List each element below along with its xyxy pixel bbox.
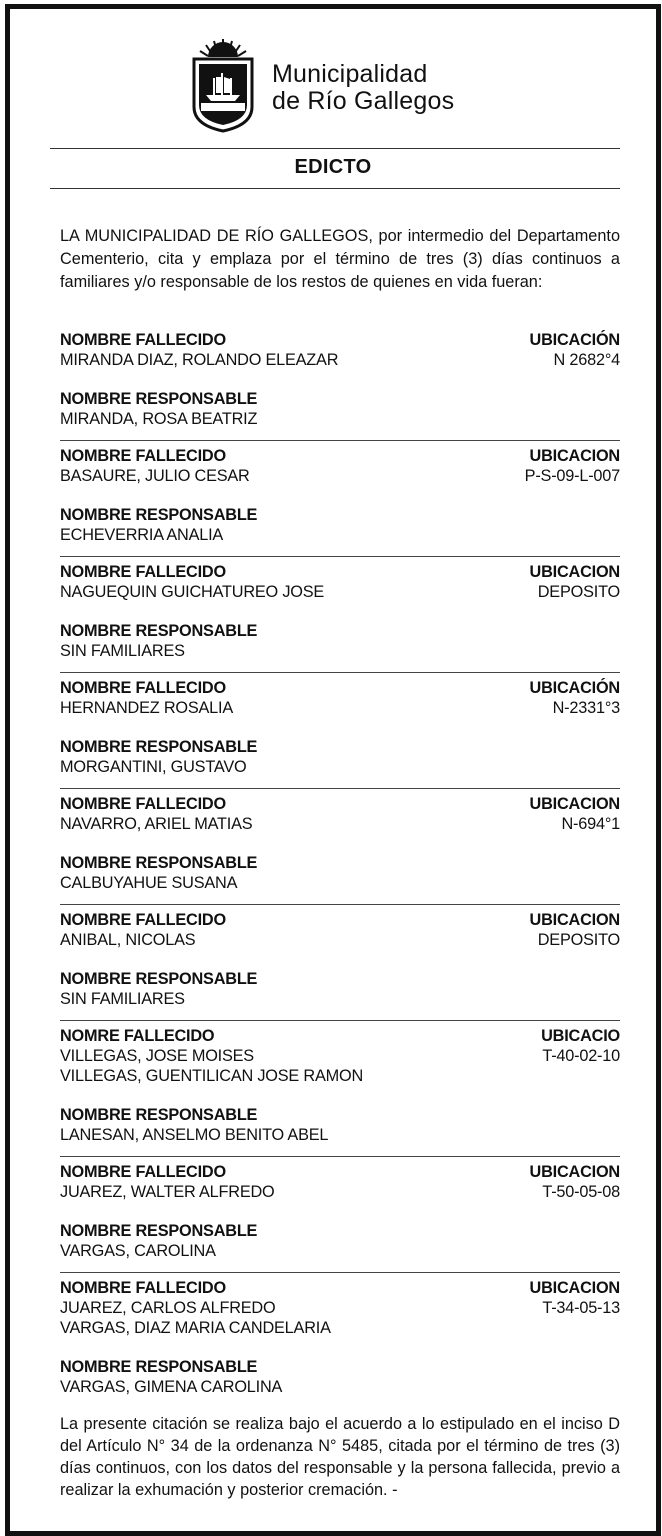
location-column bbox=[530, 1279, 620, 1318]
location-column bbox=[530, 911, 620, 950]
location-value: P-S-09-L-007 bbox=[524, 467, 620, 485]
responsible-name: MORGANTINI, GUSTAVO bbox=[60, 758, 247, 776]
responsible-block bbox=[60, 1106, 328, 1145]
responsible-name: MIRANDA, ROSA BEATRIZ bbox=[60, 410, 258, 428]
entry-block bbox=[60, 795, 620, 911]
deceased-name: MIRANDA DIAZ, ROLANDO ELEAZAR bbox=[60, 351, 339, 369]
location-label: UBICACION bbox=[529, 563, 620, 581]
location-value: DEPOSITO bbox=[537, 583, 620, 601]
responsible-block bbox=[60, 970, 257, 1009]
responsible-name: ECHEVERRIA ANALIA bbox=[60, 526, 224, 544]
entry-block bbox=[60, 331, 620, 447]
location-label: UBICACIO bbox=[541, 1027, 620, 1045]
intro-paragraph: LA MUNICIPALIDAD DE RÍO GALLEGOS, por intermedio del Departamento Cementerio, cita y emplaza por el término de tres (3) días continuos a familiares y/o responsable de los restos de quienes en vida fueran: bbox=[60, 227, 620, 291]
entry-top-row bbox=[60, 1027, 620, 1086]
deceased-name: BASAURE, JULIO CESAR bbox=[60, 467, 250, 485]
location-column bbox=[541, 1027, 620, 1066]
entry-top-row bbox=[60, 331, 620, 370]
responsible-label: NOMBRE RESPONSABLE bbox=[60, 738, 258, 756]
deceased-label: NOMBRE FALLECIDO bbox=[60, 911, 226, 929]
entries-list bbox=[60, 331, 620, 1415]
entry-top-row bbox=[60, 795, 620, 834]
title-rule-bottom bbox=[50, 188, 620, 189]
deceased-label: NOMBRE FALLECIDO bbox=[60, 563, 226, 581]
location-value: DEPOSITO bbox=[537, 931, 620, 949]
responsible-name: CALBUYAHUE SUSANA bbox=[60, 874, 238, 892]
org-line-1: Municipalidad bbox=[272, 60, 428, 88]
deceased-label: NOMRE FALLECIDO bbox=[60, 1027, 215, 1045]
deceased-column bbox=[60, 795, 252, 834]
responsible-name: LANESAN, ANSELMO BENITO ABEL bbox=[60, 1126, 329, 1144]
location-column bbox=[530, 331, 620, 370]
deceased-name: ANIBAL, NICOLAS bbox=[60, 931, 196, 949]
deceased-label: NOMBRE FALLECIDO bbox=[60, 679, 226, 697]
responsible-block bbox=[60, 738, 257, 777]
municipal-shield-logo bbox=[188, 37, 258, 133]
location-label: UBICACION bbox=[529, 795, 620, 813]
location-column bbox=[525, 447, 620, 486]
location-label: UBICACION bbox=[529, 1279, 620, 1297]
deceased-label: NOMBRE FALLECIDO bbox=[60, 1279, 226, 1297]
entry-divider bbox=[60, 788, 620, 789]
location-label: UBICACION bbox=[529, 1163, 620, 1181]
responsible-label: NOMBRE RESPONSABLE bbox=[60, 854, 258, 872]
deceased-column bbox=[60, 1279, 331, 1338]
location-label: UBICACION bbox=[529, 911, 620, 929]
responsible-label: NOMBRE RESPONSABLE bbox=[60, 622, 258, 640]
responsible-block bbox=[60, 390, 257, 429]
deceased-column bbox=[60, 1027, 363, 1086]
deceased-column bbox=[60, 1163, 275, 1202]
deceased-name: NAGUEQUIN GUICHATUREO JOSE bbox=[60, 583, 325, 601]
closing-paragraph: La presente citación se realiza bajo el acuerdo a lo estipulado en el inciso D del Artículo N° 34 de la ordenanza N° 5485, citada por el término de tres (3) días continuos, con los datos del responsable y la persona fallecida, previo a realizar la exhumación y posterior cremación. - bbox=[60, 1415, 620, 1499]
responsible-label: NOMBRE RESPONSABLE bbox=[60, 1358, 258, 1376]
org-line-2: de Río Gallegos bbox=[272, 87, 455, 115]
responsible-block bbox=[60, 1222, 257, 1261]
title-rule-top bbox=[50, 148, 620, 149]
responsible-label: NOMBRE RESPONSABLE bbox=[60, 390, 258, 408]
organization-name bbox=[272, 61, 454, 115]
deceased-name: HERNANDEZ ROSALIA bbox=[60, 699, 234, 717]
responsible-block bbox=[60, 854, 257, 893]
entry-top-row bbox=[60, 447, 620, 486]
entry-divider bbox=[60, 1272, 620, 1273]
location-column bbox=[530, 563, 620, 602]
entry-top-row bbox=[60, 911, 620, 950]
location-value: N-2331°3 bbox=[552, 699, 620, 717]
location-column bbox=[530, 679, 620, 718]
responsible-name: SIN FAMILIARES bbox=[60, 990, 185, 1008]
deceased-name: NAVARRO, ARIEL MATIAS bbox=[60, 815, 253, 833]
entry-top-row bbox=[60, 563, 620, 602]
location-value: T-50-05-08 bbox=[542, 1183, 620, 1201]
entry-divider bbox=[60, 1020, 620, 1021]
location-column bbox=[530, 795, 620, 834]
responsible-name: VARGAS, GIMENA CAROLINA bbox=[60, 1378, 283, 1396]
entry-divider bbox=[60, 904, 620, 905]
entry-block bbox=[60, 563, 620, 679]
responsible-block bbox=[60, 1358, 282, 1397]
location-value: N 2682°4 bbox=[553, 351, 620, 369]
deceased-label: NOMBRE FALLECIDO bbox=[60, 1163, 226, 1181]
entry-block bbox=[60, 1163, 620, 1279]
responsible-block bbox=[60, 622, 257, 661]
entry-top-row bbox=[60, 679, 620, 718]
entry-divider bbox=[60, 672, 620, 673]
entry-block bbox=[60, 911, 620, 1027]
deceased-column bbox=[60, 447, 250, 486]
deceased-name: VARGAS, DIAZ MARIA CANDELARIA bbox=[60, 1319, 331, 1337]
deceased-label: NOMBRE FALLECIDO bbox=[60, 447, 226, 465]
edict-frame bbox=[5, 4, 661, 1536]
entry-block bbox=[60, 447, 620, 563]
location-column bbox=[530, 1163, 620, 1202]
entry-divider bbox=[60, 556, 620, 557]
header bbox=[10, 9, 656, 149]
deceased-label: NOMBRE FALLECIDO bbox=[60, 795, 226, 813]
deceased-name: VILLEGAS, GUENTILICAN JOSE RAMON bbox=[60, 1067, 364, 1085]
location-value: T-34-05-13 bbox=[542, 1299, 620, 1317]
page-title: EDICTO bbox=[294, 156, 372, 178]
responsible-name: VARGAS, CAROLINA bbox=[60, 1242, 216, 1260]
entry-divider bbox=[60, 440, 620, 441]
entry-divider bbox=[60, 1156, 620, 1157]
deceased-name: VILLEGAS, JOSE MOISES bbox=[60, 1047, 254, 1065]
location-value: T-40-02-10 bbox=[542, 1047, 620, 1065]
deceased-column bbox=[60, 679, 233, 718]
responsible-label: NOMBRE RESPONSABLE bbox=[60, 1106, 258, 1124]
location-label: UBICACIÓN bbox=[529, 679, 620, 697]
deceased-name: JUAREZ, CARLOS ALFREDO bbox=[60, 1299, 276, 1317]
deceased-column bbox=[60, 331, 338, 370]
responsible-label: NOMBRE RESPONSABLE bbox=[60, 506, 258, 524]
entry-top-row bbox=[60, 1279, 620, 1338]
location-label: UBICACION bbox=[529, 447, 620, 465]
entry-block bbox=[60, 679, 620, 795]
responsible-label: NOMBRE RESPONSABLE bbox=[60, 1222, 258, 1240]
deceased-name: JUAREZ, WALTER ALFREDO bbox=[60, 1183, 275, 1201]
location-value: N-694°1 bbox=[561, 815, 620, 833]
entry-block bbox=[60, 1027, 620, 1163]
deceased-column bbox=[60, 911, 226, 950]
responsible-name: SIN FAMILIARES bbox=[60, 642, 185, 660]
deceased-label: NOMBRE FALLECIDO bbox=[60, 331, 226, 349]
responsible-block bbox=[60, 506, 257, 545]
location-label: UBICACIÓN bbox=[529, 331, 620, 349]
entry-block bbox=[60, 1279, 620, 1415]
responsible-label: NOMBRE RESPONSABLE bbox=[60, 970, 258, 988]
entry-top-row bbox=[60, 1163, 620, 1202]
deceased-column bbox=[60, 563, 324, 602]
